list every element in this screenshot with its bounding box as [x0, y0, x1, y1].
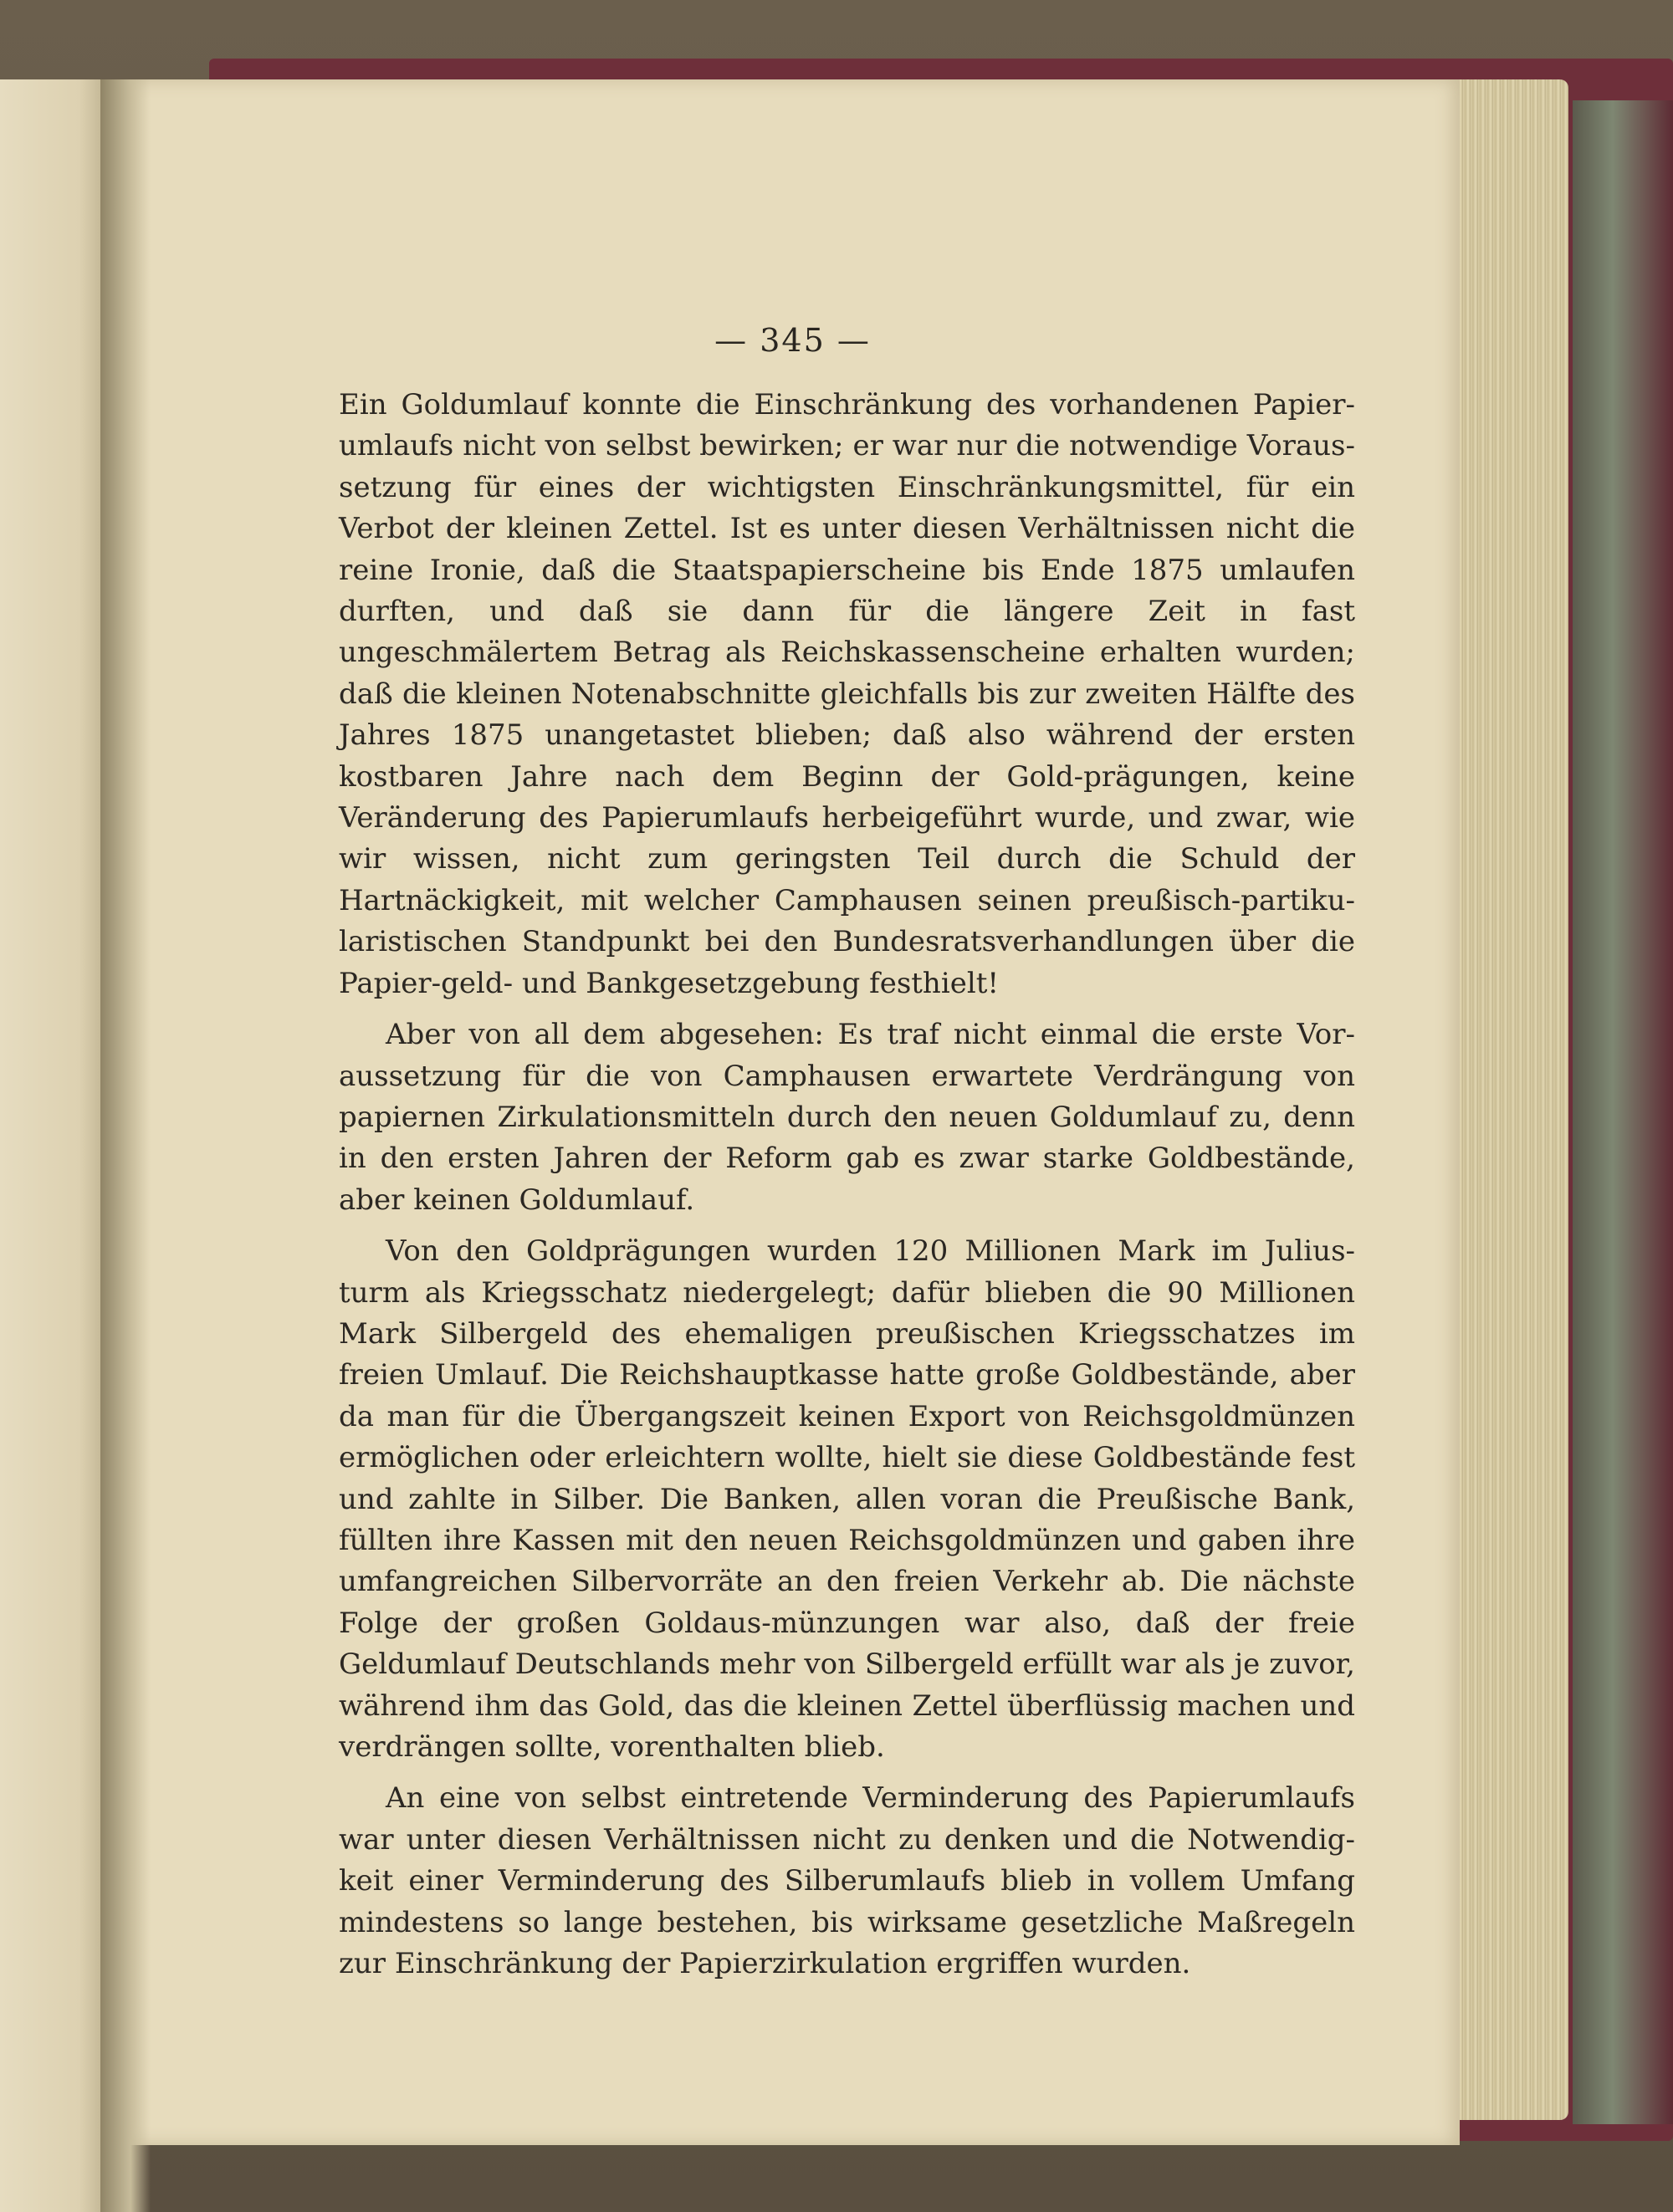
- left-page: [0, 79, 113, 2212]
- paragraph-2: Aber von all dem abgesehen: Es traf nicht einmal die erste Vor-aussetzung für die von Camphausen erwartete Verdrängung von papiernen Zirkulationsmitteln durch den neuen Goldumlauf zu, denn in den ersten Jahren der Reform gab es zwar starke Goldbestände, aber keinen Goldumlauf.: [339, 1018, 1355, 1217]
- gutter-shadow: [100, 79, 151, 2212]
- page-number: — 345 —: [714, 322, 871, 359]
- body-text: [339, 385, 1355, 1995]
- paragraph-4: An eine von selbst eintretende Verminderung des Papierumlaufs war unter diesen Verhältnissen nicht zu denken und die Notwendig-keit einer Verminderung des Silberumlaufs blieb in vollem Umfang mindestens so lange bestehen, bis wirksame gesetzliche Maßregeln zur Einschränkung der Papierzirkulation ergriffen wurden.: [339, 1781, 1355, 1981]
- book-cover-edge: [1573, 100, 1673, 2124]
- book-page: [125, 79, 1460, 2145]
- page-stack-edges: [1456, 79, 1568, 2120]
- paragraph-1: Ein Goldumlauf konnte die Einschränkung des vorhandenen Papier-umlaufs nicht von selbst bewirken; er war nur die notwendige Voraus-setzung für eines der wichtigsten Einschränkungsmittel, für ein Verbot der kleinen Zettel. Ist es unter diesen Verhältnissen nicht die reine Ironie, daß die Staatspapierscheine bis Ende 1875 umlaufen durften, und daß sie dann für die längere Zeit in fast ungeschmälertem Betrag als Reichskassenscheine erhalten wurden; daß die kleinen Notenabschnitte gleichfalls bis zur zweiten Hälfte des Jahres 1875 unangetastet blieben; daß also während der ersten kostbaren Jahre nach dem Beginn der Gold-prägungen, keine Veränderung des Papierumlaufs herbeigeführt wurde, und zwar, wie wir wissen, nicht zum geringsten Teil durch die Schuld der Hartnäckigkeit, mit welcher Camphausen seinen preußisch-partiku-laristischen Standpunkt bei den Bundesratsverhandlungen über die Papier-geld- und Bankgesetzgebung festhielt!: [339, 388, 1355, 1000]
- paragraph-3: Von den Goldprägungen wurden 120 Millionen Mark im Julius-turm als Kriegsschatz niedergelegt; dafür blieben die 90 Millionen Mark Silbergeld des ehemaligen preußischen Kriegsschatzes im freien Umlauf. Die Reichshauptkasse hatte große Goldbestände, aber da man für die Übergangszeit keinen Export von Reichsgoldmünzen ermöglichen oder erleichtern wollte, hielt sie diese Goldbestände fest und zahlte in Silber. Die Banken, allen voran die Preußische Bank, füllten ihre Kassen mit den neuen Reichsgoldmünzen und gaben ihre umfangreichen Silbervorräte an den freien Verkehr ab. Die nächste Folge der großen Goldaus-münzungen war also, daß der freie Geldumlauf Deutschlands mehr von Silbergeld erfüllt war als je zuvor, während ihm das Gold, das die kleinen Zettel überflüssig machen und verdrängen sollte, vorenthalten blieb.: [339, 1234, 1355, 1764]
